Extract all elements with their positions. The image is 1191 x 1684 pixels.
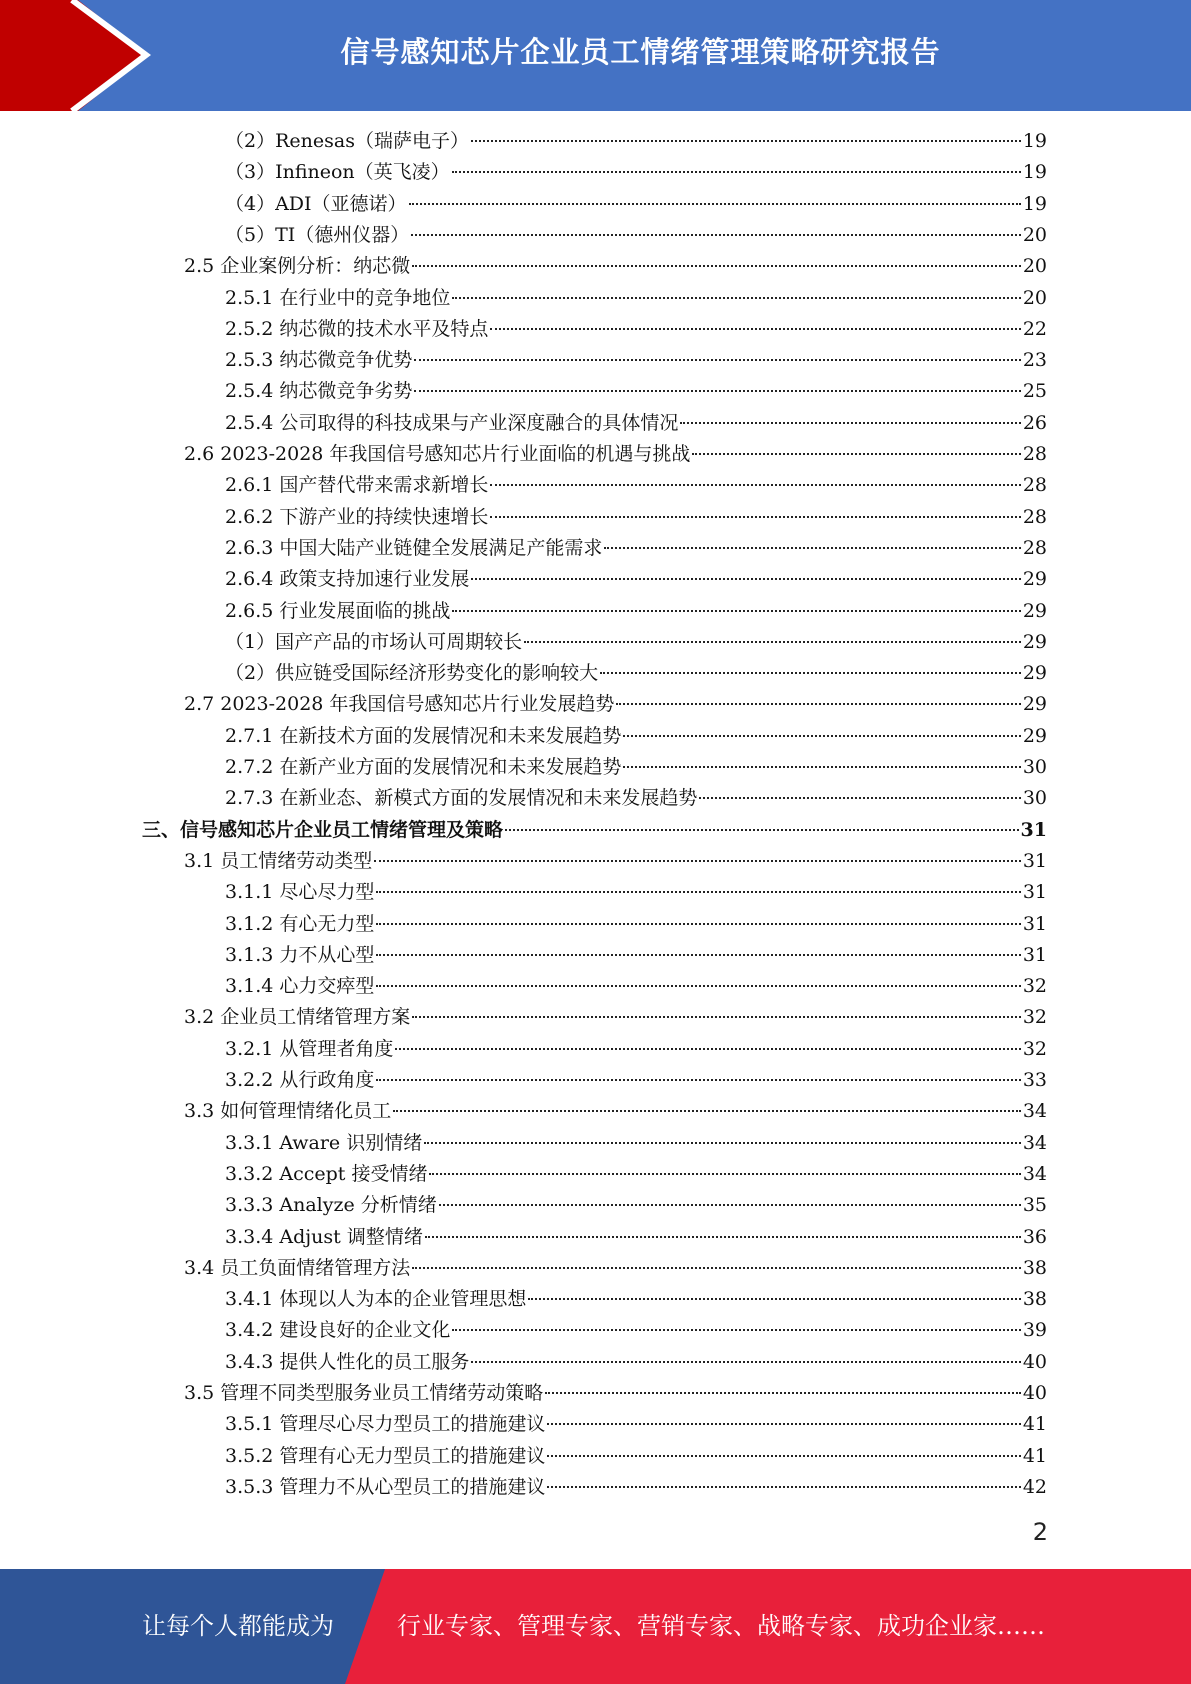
toc-entry-page: 32 [1022, 1037, 1047, 1060]
toc-leader-dots [393, 1110, 1021, 1112]
toc-entry[interactable] [184, 1253, 1047, 1284]
toc-entry[interactable] [225, 1284, 1047, 1315]
toc-entry[interactable] [225, 376, 1047, 407]
toc-entry-label: 3.4.1 体现以人为本的企业管理思想 [225, 1288, 527, 1311]
toc-entry[interactable] [184, 439, 1047, 470]
toc-entry[interactable] [225, 502, 1047, 533]
toc-leader-dots [623, 735, 1020, 737]
toc-entry[interactable] [225, 1347, 1047, 1378]
toc-entry[interactable] [225, 971, 1047, 1002]
toc-leader-dots [505, 829, 1019, 831]
toc-entry-page: 26 [1022, 411, 1047, 434]
toc-entry-label: 3.3.3 Analyze 分析情绪 [225, 1194, 437, 1217]
toc-entry-page: 32 [1022, 1006, 1047, 1029]
toc-entry-page: 20 [1022, 255, 1047, 278]
toc-leader-dots [376, 1079, 1020, 1081]
toc-entry-label: 2.6.4 政策支持加速行业发展 [225, 568, 470, 591]
toc-entry-label: 2.6.3 中国大陆产业链健全发展满足产能需求 [225, 536, 603, 559]
toc-entry[interactable] [225, 1159, 1047, 1190]
toc-entry-label: 3.3.1 Aware 识别情绪 [225, 1131, 423, 1154]
toc-leader-dots [547, 1486, 1020, 1488]
toc-entry-label: 2.6.1 国产替代带来需求新增长 [225, 474, 489, 497]
toc-entry[interactable] [225, 1222, 1047, 1253]
toc-entry-page: 41 [1022, 1444, 1047, 1467]
toc-entry-label: 3.1.2 有心无力型 [225, 912, 375, 935]
toc-leader-dots [424, 1142, 1021, 1144]
toc-entry[interactable] [225, 1315, 1047, 1346]
toc-entry[interactable] [225, 1065, 1047, 1096]
toc-entry-page: 31 [1022, 912, 1047, 935]
toc-entry-label: 3.5.2 管理有心无力型员工的措施建议 [225, 1444, 546, 1467]
toc-leader-dots [452, 171, 1021, 173]
toc-leader-dots [471, 140, 1021, 142]
toc-leader-dots [692, 453, 1020, 455]
toc-entry-label: （2）供应链受国际经济形势变化的影响较大 [225, 662, 599, 685]
toc-entry-page: 30 [1022, 756, 1047, 778]
toc-entry-label: （1）国产产品的市场认可周期较长 [225, 630, 523, 653]
toc-entry[interactable] [225, 627, 1047, 658]
toc-leader-dots [471, 1361, 1020, 1363]
toc-entry-page: 28 [1022, 474, 1047, 497]
chevron-arrow-icon [0, 0, 160, 111]
toc-leader-dots [414, 390, 1020, 392]
toc-entry-label: 三、信号感知芯片企业员工情绪管理及策略 [142, 818, 504, 841]
toc-entry-page: 28 [1022, 443, 1047, 465]
toc-entry[interactable] [225, 1409, 1047, 1440]
toc-entry-label: 3.2.2 从行政角度 [225, 1069, 375, 1091]
toc-entry-page: 31 [1022, 943, 1047, 966]
toc-leader-dots [412, 1267, 1021, 1269]
toc-entry-page: 39 [1022, 1319, 1047, 1342]
toc-entry-label: 3.4.2 建设良好的企业文化 [225, 1319, 451, 1342]
header-banner [0, 0, 1191, 111]
footer-slogan-right: 行业专家、管理专家、营销专家、战略专家、成功企业家…… [397, 1612, 1045, 1640]
toc-entry[interactable] [225, 752, 1047, 783]
toc-entry-page: 29 [1022, 568, 1047, 591]
toc-entry-page: 22 [1022, 317, 1047, 340]
toc-leader-dots [429, 1173, 1020, 1175]
toc-entry[interactable] [225, 596, 1047, 627]
toc-leader-dots [425, 1236, 1021, 1238]
toc-entry-label: 3.1.3 力不从心型 [225, 943, 375, 966]
toc-leader-dots [414, 359, 1020, 361]
toc-entry[interactable] [225, 345, 1047, 376]
toc-entry-page: 32 [1022, 975, 1047, 998]
toc-entry-label: 2.5 企业案例分析：纳芯微 [184, 255, 411, 278]
toc-entry-page: 38 [1022, 1288, 1047, 1311]
toc-entry-page: 29 [1022, 630, 1047, 653]
toc-entry-label: 3.5.1 管理尽心尽力型员工的措施建议 [225, 1413, 546, 1436]
toc-entry-label: 2.7 2023-2028 年我国信号感知芯片行业发展趋势 [184, 693, 615, 716]
toc-entry-label: 3.2.1 从管理者角度 [225, 1037, 394, 1060]
toc-entry-label: 3.3.4 Adjust 调整情绪 [225, 1225, 423, 1248]
toc-entry[interactable] [225, 470, 1047, 501]
toc-entry[interactable] [225, 877, 1047, 908]
toc-entry-label: 3.1.4 心力交瘁型 [225, 975, 375, 998]
toc-entry-label: 3.3 如何管理情绪化员工 [184, 1100, 392, 1123]
toc-leader-dots [547, 1455, 1020, 1457]
toc-entry-label: （3）Infineon（英飞凌） [225, 161, 450, 184]
toc-entry-label: 2.5.2 纳芯微的技术水平及特点 [225, 317, 489, 340]
toc-leader-dots [490, 328, 1020, 330]
toc-entry-page: 34 [1022, 1131, 1047, 1154]
toc-leader-dots [376, 923, 1020, 925]
toc-entry[interactable] [142, 815, 1047, 846]
toc-entry-page: 38 [1022, 1256, 1047, 1279]
toc-entry[interactable] [225, 220, 1047, 251]
toc-entry[interactable] [184, 251, 1047, 282]
toc-entry-page: 36 [1022, 1225, 1047, 1248]
toc-entry[interactable] [225, 909, 1047, 940]
footer-slogan-left: 让每个人都能成为 [142, 1612, 334, 1640]
toc-entry[interactable] [184, 846, 1047, 877]
toc-entry-label: 3.4 员工负面情绪管理方法 [184, 1256, 411, 1279]
toc-leader-dots [439, 1204, 1021, 1206]
toc-leader-dots [490, 516, 1020, 518]
toc-entry[interactable] [225, 189, 1047, 220]
toc-leader-dots [680, 422, 1020, 424]
toc-entry-page: 29 [1022, 599, 1047, 622]
toc-leader-dots [412, 1016, 1021, 1018]
toc-entry[interactable] [225, 157, 1047, 188]
toc-entry-page: 34 [1022, 1100, 1047, 1123]
toc-entry-label: 3.4.3 提供人性化的员工服务 [225, 1350, 470, 1373]
toc-entry-page: 20 [1022, 223, 1047, 246]
report-title: 信号感知芯片企业员工情绪管理策略研究报告 [340, 34, 941, 69]
toc-leader-dots [604, 547, 1020, 549]
toc-leader-dots [524, 641, 1021, 643]
toc-entry-label: 2.5.1 在行业中的竞争地位 [225, 286, 451, 309]
toc-leader-dots [409, 203, 1021, 205]
toc-entry-page: 23 [1022, 349, 1047, 372]
toc-entry[interactable] [184, 1378, 1047, 1409]
toc-entry[interactable] [184, 689, 1047, 720]
toc-entry[interactable] [225, 126, 1047, 157]
toc-leader-dots [376, 891, 1020, 893]
toc-entry[interactable] [225, 1190, 1047, 1221]
toc-entry[interactable] [184, 1096, 1047, 1127]
toc-leader-dots [600, 672, 1021, 674]
toc-entry-page: 19 [1022, 161, 1047, 184]
toc-entry-label: 2.7.3 在新业态、新模式方面的发展情况和未来发展趋势 [225, 787, 698, 810]
toc-entry-page: 40 [1022, 1382, 1047, 1404]
toc-entry-page: 35 [1022, 1194, 1047, 1217]
toc-entry[interactable] [225, 721, 1047, 752]
toc-entry-page: 31 [1022, 849, 1047, 872]
toc-leader-dots [452, 610, 1020, 612]
toc-entry-page: 28 [1022, 536, 1047, 559]
toc-leader-dots [411, 234, 1021, 236]
toc-entry[interactable] [225, 783, 1047, 814]
toc-entry-page: 19 [1022, 130, 1047, 152]
toc-entry-label: 3.1.1 尽心尽力型 [225, 881, 375, 904]
toc-leader-dots [699, 797, 1020, 799]
toc-leader-dots [490, 484, 1020, 486]
toc-leader-dots [545, 1392, 1021, 1394]
toc-entry-label: （5）TI（德州仪器） [225, 223, 410, 246]
toc-leader-dots [623, 766, 1020, 768]
toc-entry[interactable] [225, 564, 1047, 595]
toc-entry-page: 29 [1022, 662, 1047, 685]
toc-entry-page: 29 [1022, 693, 1047, 716]
toc-leader-dots [616, 703, 1020, 705]
toc-entry-label: 2.7.1 在新技术方面的发展情况和未来发展趋势 [225, 724, 622, 747]
toc-entry-label: 3.2 企业员工情绪管理方案 [184, 1006, 411, 1029]
toc-entry-label: 2.7.2 在新产业方面的发展情况和未来发展趋势 [225, 756, 622, 778]
footer-banner [0, 1569, 1191, 1684]
toc-entry[interactable] [225, 1441, 1047, 1472]
page-number: 2 [1032, 1518, 1048, 1546]
toc-entry-page: 29 [1022, 724, 1047, 747]
toc-entry-page: 28 [1022, 505, 1047, 528]
toc-entry[interactable] [225, 1128, 1047, 1159]
toc-entry-label: 2.6 2023-2028 年我国信号感知芯片行业面临的机遇与挑战 [184, 443, 691, 465]
toc-entry[interactable] [184, 1002, 1047, 1033]
toc-entry-page: 31 [1020, 818, 1047, 841]
toc-entry-page: 33 [1022, 1069, 1047, 1091]
toc-leader-dots [452, 297, 1020, 299]
toc-leader-dots [376, 954, 1020, 956]
toc-entry-label: 3.5.3 管理力不从心型员工的措施建议 [225, 1475, 546, 1498]
toc-entry-page: 42 [1022, 1475, 1047, 1498]
toc-entry-label: 2.6.2 下游产业的持续快速增长 [225, 505, 489, 528]
toc-entry[interactable] [225, 940, 1047, 971]
toc-entry-page: 34 [1022, 1162, 1047, 1185]
toc-entry-label: 3.5 管理不同类型服务业员工情绪劳动策略 [184, 1382, 544, 1404]
toc-entry-label: 3.3.2 Accept 接受情绪 [225, 1162, 428, 1185]
toc-entry[interactable] [225, 533, 1047, 564]
toc-entry-label: 2.5.4 纳芯微竞争劣势 [225, 380, 413, 403]
toc-entry[interactable] [225, 408, 1047, 439]
toc-entry-page: 20 [1022, 286, 1047, 309]
toc-entry-page: 25 [1022, 380, 1047, 403]
toc-entry[interactable] [225, 658, 1047, 689]
toc-entry-page: 31 [1022, 881, 1047, 904]
toc-leader-dots [412, 265, 1021, 267]
toc-entry[interactable] [225, 283, 1047, 314]
toc-leader-dots [376, 985, 1020, 987]
toc-entry[interactable] [225, 1034, 1047, 1065]
toc-entry-label: 2.6.5 行业发展面临的挑战 [225, 599, 451, 622]
toc-leader-dots [374, 860, 1021, 862]
toc-leader-dots [547, 1423, 1020, 1425]
toc-entry-label: （4）ADI（亚德诺） [225, 192, 407, 215]
toc-entry-label: （2）Renesas（瑞萨电子） [225, 130, 469, 152]
toc-leader-dots [528, 1298, 1020, 1300]
toc-entry-page: 19 [1022, 192, 1047, 215]
toc-leader-dots [471, 578, 1020, 580]
toc-entry-page: 41 [1022, 1413, 1047, 1436]
toc-entry-label: 2.5.4 公司取得的科技成果与产业深度融合的具体情况 [225, 411, 679, 434]
toc-entry-label: 3.1 员工情绪劳动类型 [184, 849, 373, 872]
toc-leader-dots [452, 1329, 1020, 1331]
toc-entry-page: 40 [1022, 1350, 1047, 1373]
toc-entry[interactable] [225, 314, 1047, 345]
toc-leader-dots [395, 1048, 1020, 1050]
toc-entry-label: 2.5.3 纳芯微竞争优势 [225, 349, 413, 372]
toc-entry[interactable] [225, 1472, 1047, 1503]
toc-entry-page: 30 [1022, 787, 1047, 810]
